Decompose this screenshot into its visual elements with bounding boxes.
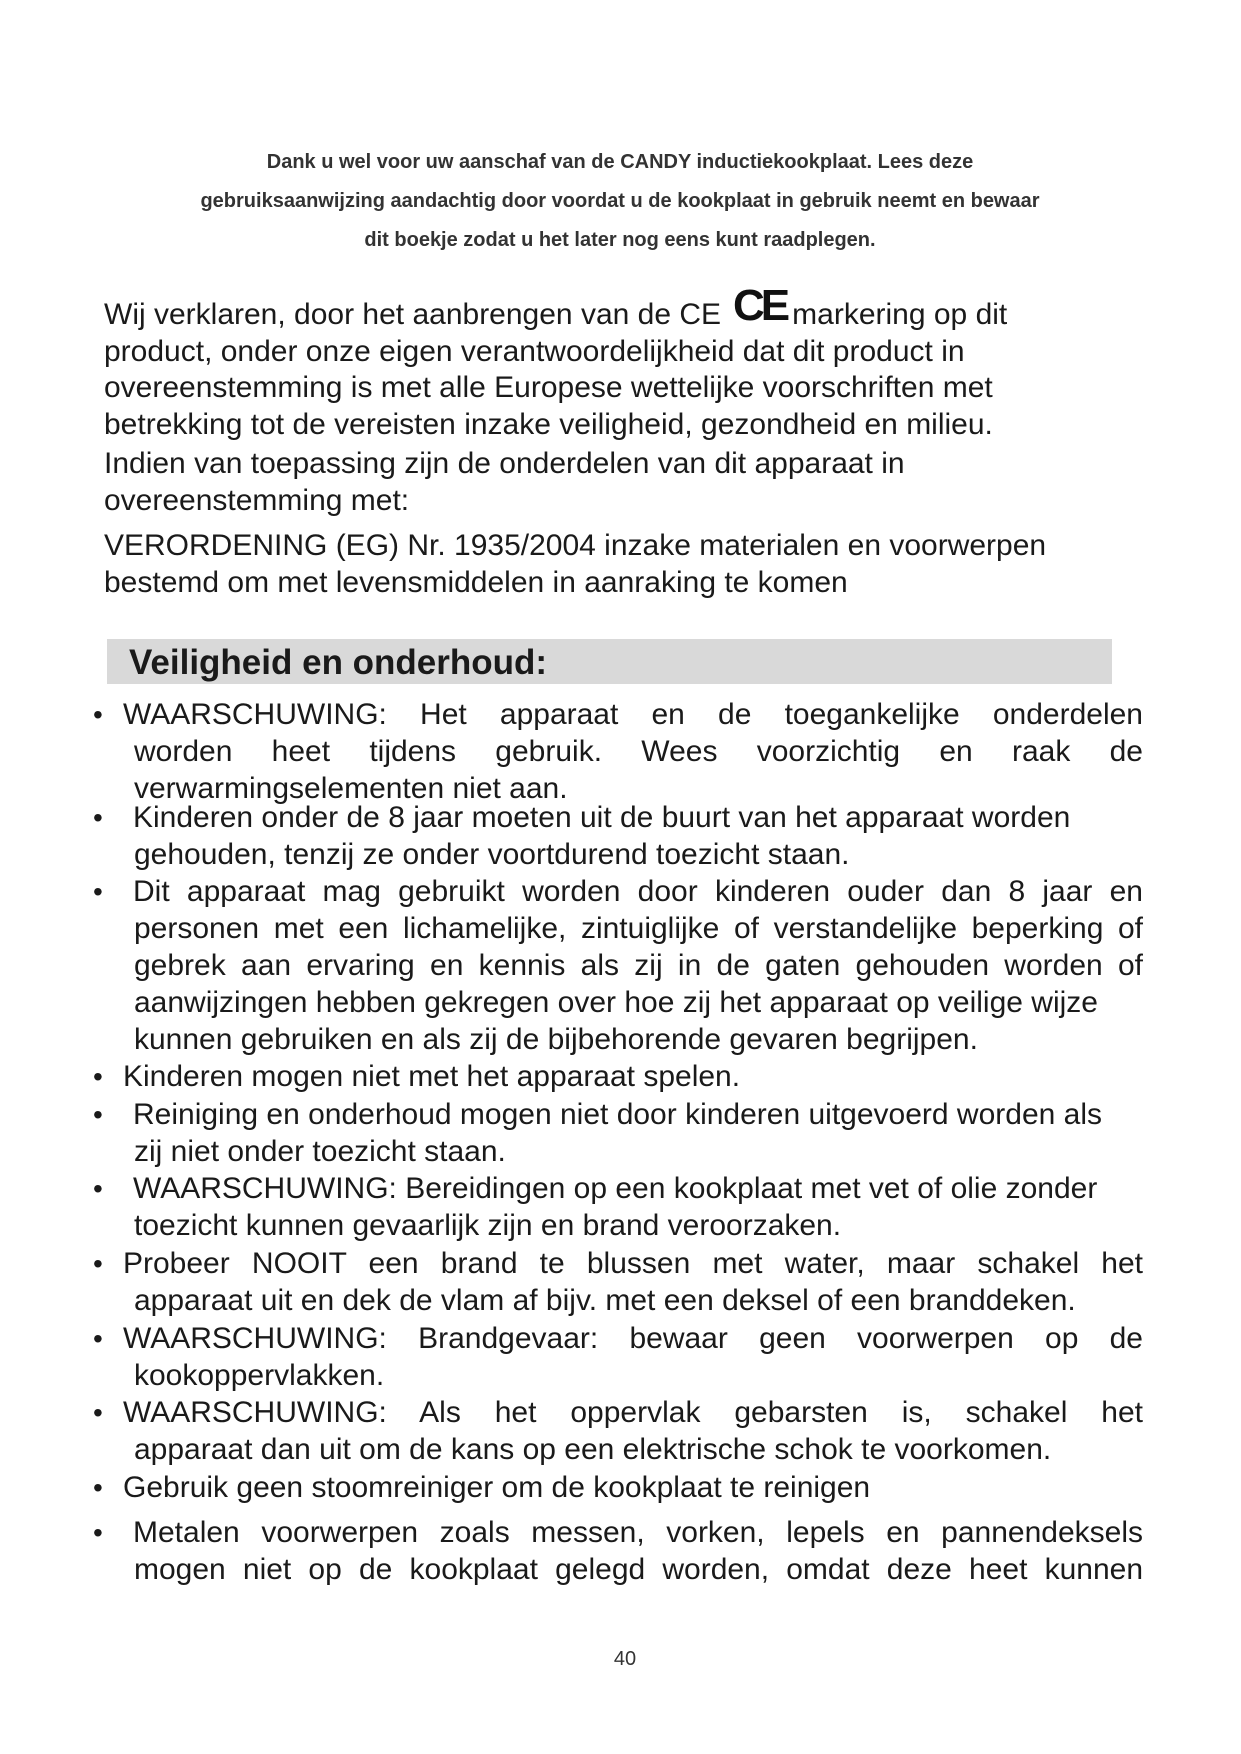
list-item-line: kookoppervlakken. bbox=[134, 1359, 385, 1392]
list-item-line: zij niet onder toezicht staan. bbox=[134, 1135, 506, 1168]
regulation-line: VERORDENING (EG) Nr. 1935/2004 inzake materialen en voorwerpen bbox=[104, 529, 1047, 562]
declaration-text: markering op dit bbox=[792, 298, 1008, 331]
applicability-paragraph bbox=[104, 446, 1154, 519]
list-item-line: Metalen voorwerpen zoals messen, vorken, lepels en pannendeksels bbox=[133, 1516, 1143, 1549]
list-item-line: apparaat dan uit om de kans op een elektrische schok te voorkomen. bbox=[134, 1433, 1052, 1466]
declaration-line: product, onder onze eigen verantwoordelijkheid dat dit product in bbox=[104, 334, 965, 368]
intro-line: gebruiksaanwijzing aandachtig door voordat u de kookplaat in gebruik neemt en bewaar bbox=[200, 190, 1040, 212]
declaration-line bbox=[104, 281, 1154, 334]
section-title: Veiligheid en onderhoud: bbox=[129, 643, 548, 682]
list-item-line: Probeer NOOIT een brand te blussen met water, maar schakel het bbox=[123, 1247, 1143, 1280]
bullet-icon: • bbox=[93, 1173, 103, 1204]
list-item-line: Gebruik geen stoomreiniger om de kookplaat te reinigen bbox=[123, 1471, 871, 1504]
list-item-line: WAARSCHUWING: Het apparaat en de toegankelijke onderdelen bbox=[123, 698, 1143, 731]
intro-paragraph bbox=[140, 143, 1100, 260]
applicability-line: Indien van toepassing zijn de onderdelen van dit apparaat in bbox=[104, 447, 905, 480]
list-item-line: Reiniging en onderhoud mogen niet door kinderen uitgevoerd worden als bbox=[133, 1098, 1102, 1131]
applicability-line: overeenstemming met: bbox=[104, 483, 410, 517]
list-item-line: mogen niet op de kookplaat gelegd worden, omdat deze heet kunnen bbox=[134, 1553, 1143, 1586]
bullet-icon: • bbox=[93, 876, 103, 907]
bullet-icon: • bbox=[93, 699, 103, 730]
list-item-line: gehouden, tenzij ze onder voortdurend toezicht staan. bbox=[134, 838, 850, 871]
intro-line: dit boekje zodat u het later nog eens kunt raadplegen. bbox=[364, 229, 876, 251]
list-item-line: WAARSCHUWING: Bereidingen op een kookplaat met vet of olie zonder bbox=[133, 1172, 1098, 1205]
bullet-icon: • bbox=[93, 1099, 103, 1130]
regulation-line: bestemd om met levensmiddelen in aanraking te komen bbox=[104, 565, 848, 599]
declaration-line: overeenstemming is met alle Europese wettelijke voorschriften met bbox=[104, 371, 993, 404]
list-item-line: WAARSCHUWING: Brandgevaar: bewaar geen voorwerpen op de bbox=[123, 1322, 1143, 1355]
ce-declaration-paragraph bbox=[104, 281, 1154, 443]
list-item-line: WAARSCHUWING: Als het oppervlak gebarsten is, schakel het bbox=[123, 1396, 1143, 1429]
bullet-icon: • bbox=[93, 1061, 103, 1092]
declaration-line: betrekking tot de vereisten inzake veiligheid, gezondheid en milieu. bbox=[104, 407, 993, 441]
list-item-line: Kinderen mogen niet met het apparaat spelen. bbox=[123, 1060, 741, 1093]
declaration-text: Wij verklaren, door het aanbrengen van de CE bbox=[104, 298, 722, 331]
list-item-line: personen met een lichamelijke, zintuiglijke of verstandelijke beperking of bbox=[134, 912, 1143, 945]
list-item-line: verwarmingselementen niet aan. bbox=[134, 772, 568, 805]
list-item-line: Dit apparaat mag gebruikt worden door kinderen ouder dan 8 jaar en bbox=[133, 875, 1143, 908]
regulation-paragraph bbox=[104, 528, 1154, 601]
bullet-icon: • bbox=[93, 1517, 103, 1548]
list-item-line: Kinderen onder de 8 jaar moeten uit de buurt van het apparaat worden bbox=[133, 801, 1071, 834]
list-item-line: kunnen gebruiken en als zij de bijbehorende gevaren begrijpen. bbox=[134, 1023, 978, 1056]
intro-line: Dank u wel voor uw aanschaf van de CANDY inductiekookplaat. Lees deze bbox=[266, 151, 974, 173]
list-item-line: worden heet tijdens gebruik. Wees voorzichtig en raak de bbox=[134, 735, 1143, 768]
bullet-icon: • bbox=[93, 1397, 103, 1428]
list-item-line: aanwijzingen hebben gekregen over hoe zij het apparaat op veilige wijze bbox=[134, 986, 1098, 1019]
list-item-line: apparaat uit en dek de vlam af bijv. met een deksel of een branddeken. bbox=[134, 1284, 1076, 1317]
section-header bbox=[107, 639, 1112, 684]
bullet-icon: • bbox=[93, 1248, 103, 1279]
bullet-icon: • bbox=[93, 1323, 103, 1354]
page-number: 40 bbox=[613, 1648, 637, 1670]
list-item-line: gebrek aan ervaring en kennis als zij in de gaten gehouden worden of bbox=[134, 949, 1143, 982]
bullet-icon: • bbox=[93, 802, 103, 833]
list-item-line: toezicht kunnen gevaarlijk zijn en brand veroorzaken. bbox=[134, 1209, 842, 1242]
ce-mark-icon: CE bbox=[733, 281, 787, 330]
bullet-icon: • bbox=[93, 1472, 103, 1503]
